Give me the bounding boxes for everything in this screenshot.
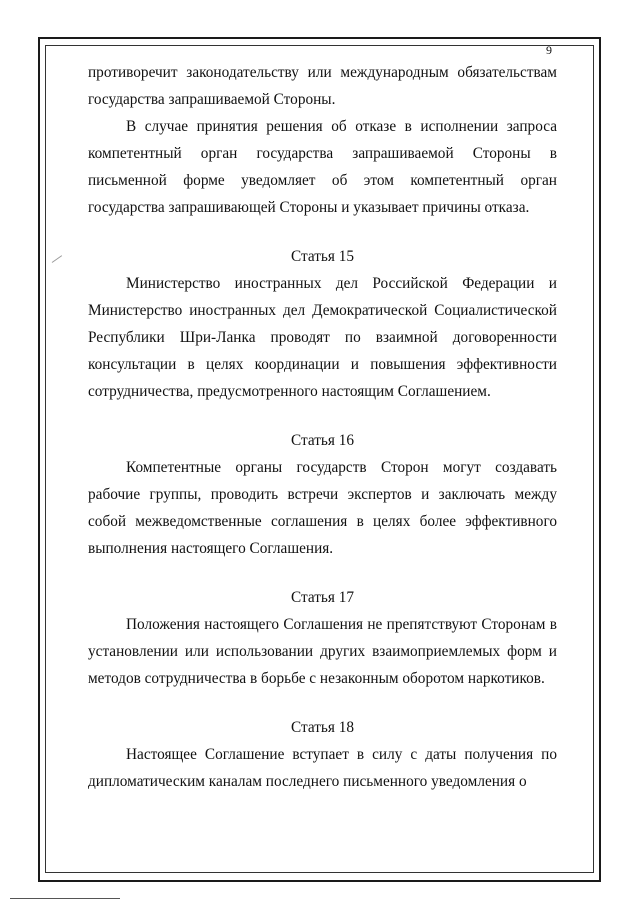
article-16-paragraph: Компетентные органы государств Сторон могут создавать рабочие группы, проводить встречи экспертов и заключать между собой межведомственные соглашения в целях более эффективного выполнения настоящего Соглашения. bbox=[88, 459, 557, 557]
article-18-paragraph: Настоящее Соглашение вступает в силу с даты получения по дипломатическим каналам последнего письменного уведомления о bbox=[88, 746, 557, 790]
footer-rule bbox=[10, 898, 120, 899]
article-heading-15: Статья 15 bbox=[290, 248, 355, 265]
spacer bbox=[88, 692, 557, 714]
paragraph-continuation: противоречит законодательству или международным обязательствам государства запрашиваемой Стороны. bbox=[88, 64, 557, 108]
paragraph-refusal-notice: В случае принятия решения об отказе в исполнении запроса компетентный орган государства запрашиваемой Стороны в письменной форме уведомляет об этом компетентный орган государства запрашивающей Стороны и указывает причины отказа. bbox=[88, 118, 557, 216]
article-heading-17: Статья 17 bbox=[290, 589, 355, 606]
page-number: 9 bbox=[546, 43, 552, 57]
document-body bbox=[88, 59, 557, 795]
spacer bbox=[88, 405, 557, 427]
article-15-paragraph: Министерство иностранных дел Российской Федерации и Министерство иностранных дел Демократической Социалистической Республики Шри-Ланка проводят по взаимной договоренности консультации в целях координации и повышения эффективности сотрудничества, предусмотренного настоящим Соглашением. bbox=[88, 275, 557, 400]
article-heading-18: Статья 18 bbox=[290, 719, 355, 736]
spacer bbox=[88, 221, 557, 243]
article-17-paragraph: Положения настоящего Соглашения не препятствуют Сторонам в установлении или использовании других взаимоприемлемых форм и методов сотрудничества в борьбе с незаконным оборотом наркотиков. bbox=[88, 616, 557, 687]
spacer bbox=[88, 562, 557, 584]
article-heading-16: Статья 16 bbox=[290, 432, 355, 449]
